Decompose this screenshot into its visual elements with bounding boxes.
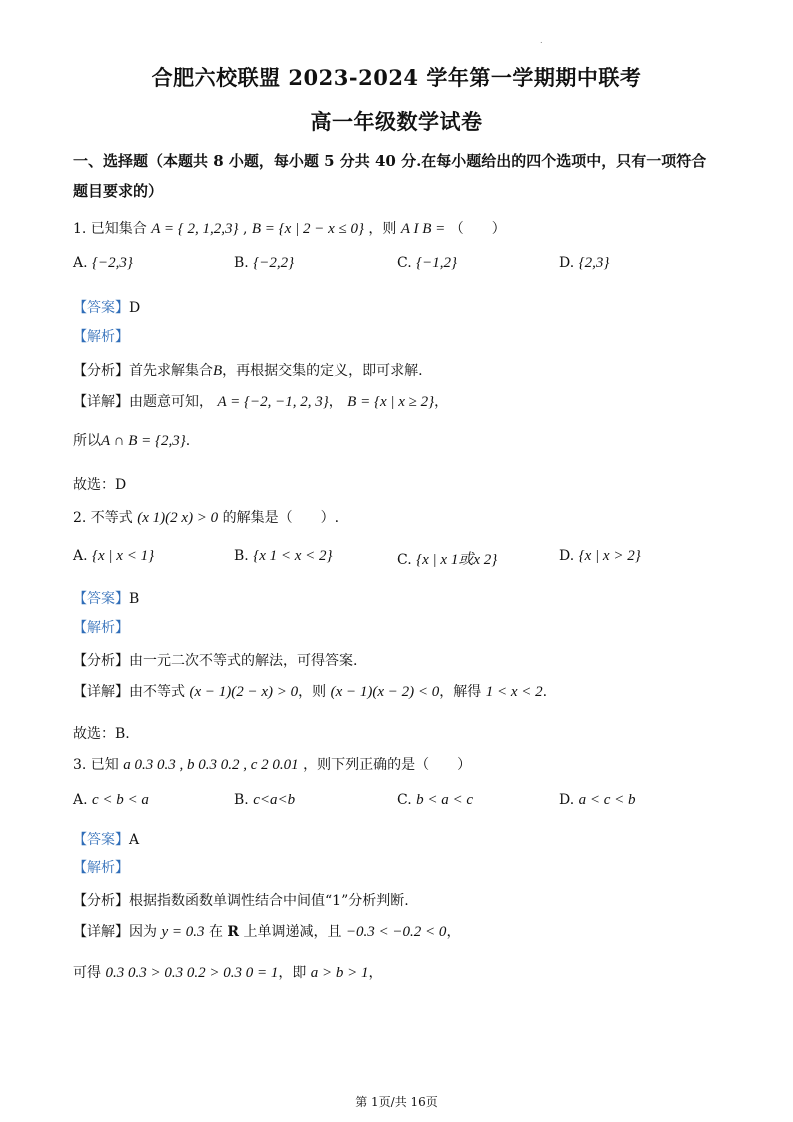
q1-conclusion: 所以A ∩ B = {2,3}. (73, 433, 191, 449)
q1-blank: （ ） (449, 221, 506, 237)
exam-subtitle: 高一年级数学试卷 (310, 109, 483, 134)
q1-set-b: B = {x | 2 − x ≤ 0} (251, 221, 364, 237)
q1-set-a: A = { 2, 1,2,3} (151, 221, 239, 237)
q2-stem: 2. 不等式 (x 1)(2 x) > 0 的解集是（ ）. (73, 510, 340, 526)
q1-stem-prefix: 1. 已知集合 (73, 221, 147, 237)
q3-option-d: D. a < c < b (559, 792, 636, 808)
q3-stem: 3. 已知 a 0.3 0.3 , b 0.3 0.2 , c 2 0.01 ，则下列正确的是（ ） (73, 757, 472, 773)
q3-xiangjie: 【详解】因为 y = 0.3 在 R 上单调递减，且 −0.3 < −0.2 < 0， (73, 924, 461, 940)
answer-tag: 【答案】 (73, 300, 129, 316)
q3-fenxi: 【分析】根据指数函数单调性结合中间值“1”分析判断. (73, 893, 409, 909)
q2-option-c: C. {x | x 1或x 2} (397, 552, 498, 568)
q3-analysis-tag: 【解析】 (73, 860, 129, 876)
q3-option-b: B. c<a<b (234, 792, 296, 808)
q1-answer-value: D (129, 300, 141, 316)
q3-expr: a 0.3 0.3 , b 0.3 0.2 , c 2 0.01 (123, 757, 299, 773)
q1-analysis-tag: 【解析】 (73, 329, 129, 345)
q1-xiangjie: 【详解】由题意可知， A = {−2, −1, 2, 3}， B = {x | x ≥ 2}， (73, 394, 449, 410)
q1-fenxi: 【分析】首先求解集合B，再根据交集的定义，即可求解. (73, 363, 423, 379)
q1-option-d: D. {2,3} (559, 255, 610, 271)
q2-analysis-tag: 【解析】 (73, 620, 129, 636)
q3-option-c: C. b < a < c (397, 792, 474, 808)
q2-expr: (x 1)(2 x) > 0 (137, 510, 219, 526)
q1-option-a: A. {−2,3} (73, 255, 133, 271)
section-heading-line1: 一、选择题（本题共 8 小题，每小题 5 分共 40 分.在每小题给出的四个选项中，只有一项符合 (73, 152, 707, 170)
q1-answer (73, 297, 140, 317)
q2-option-b: B. {x 1 < x < 2} (234, 548, 333, 564)
q1-stem: 1. 已知集合 A = { 2, 1,2,3} , B = {x | 2 − x ≤ 0} ，则 A I B = （ ） (73, 221, 506, 237)
q1-expr: A I B = (400, 221, 446, 237)
corner-mark: . (540, 36, 543, 45)
section-heading-line2: 题目要求的） (73, 182, 164, 200)
q1-option-c: C. {−1,2} (397, 255, 457, 271)
page-footer: 第 1页/共 16页 (355, 1095, 438, 1109)
q3-answer: 【答案】A (73, 832, 140, 848)
q2-option-d: D. {x | x > 2} (559, 548, 641, 564)
q1-option-b: B. {−2,2} (234, 255, 295, 271)
q2-option-a: A. {x | x < 1} (73, 548, 155, 564)
q2-answer: 【答案】B (73, 591, 140, 607)
q1-choose: 故选：D (73, 477, 127, 493)
exam-title: 合肥六校联盟 2023-2024 学年第一学期期中联考 (151, 65, 642, 90)
q3-option-a: A. c < b < a (73, 792, 149, 808)
q2-xiangjie: 【详解】由不等式 (x − 1)(2 − x) > 0，则 (x − 1)(x − 2) < 0，解得 1 < x < 2. (73, 684, 548, 700)
q2-choose: 故选：B. (73, 726, 130, 742)
q2-fenxi: 【分析】由一元二次不等式的解法，可得答案. (73, 653, 358, 669)
q3-ke: 可得 0.3 0.3 > 0.3 0.2 > 0.3 0 = 1，即 a > b > 1， (73, 965, 383, 981)
q1-stem-suffix: ，则 (368, 221, 397, 237)
